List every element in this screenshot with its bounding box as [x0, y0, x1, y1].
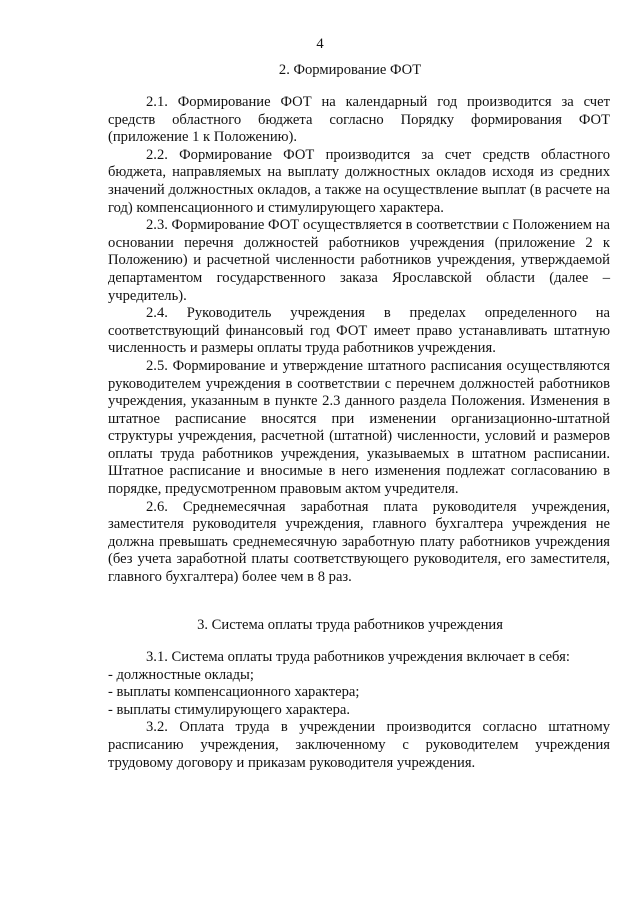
paragraph-2-1: 2.1. Формирование ФОТ на календарный год производится за счет средств областного бюджета согласно Порядку формирования ФОТ (приложение 1 к Положению).	[108, 94, 610, 146]
list-item: - выплаты компенсационного характера;	[108, 684, 360, 701]
section-3-body	[108, 649, 610, 772]
paragraph-2-3: 2.3. Формирование ФОТ осуществляется в соответствии с Положением на основании перечня должностей работников учреждения (приложение 2 к Положению) и расчетной численности работников учреждения, утверждаемой департаментом государственного заказа Ярославской области (далее – учредитель).	[108, 217, 610, 304]
paragraph-2-6: 2.6. Среднемесячная заработная плата руководителя учреждения, заместителя руководителя учреждения, главного бухгалтера учреждения не должна превышать среднемесячную заработную плату работников учреждения (без учета заработной платы соответствующего руководителя, его заместителя, главного бухгалтера) более чем в 8 раз.	[108, 498, 610, 586]
paragraph-3-1: 3.1. Система оплаты труда работников учреждения включает в себя:	[146, 649, 570, 665]
list-item: - должностные оклады;	[108, 666, 254, 683]
section-2-heading: 2. Формирование ФОТ	[278, 62, 422, 78]
section-3-heading: 3. Система оплаты труда работников учреждения	[197, 617, 503, 633]
paragraph-2-4: 2.4. Руководитель учреждения в пределах определенного на соответствующий финансовый год ФОТ имеет право устанавливать штатную численность и размеры оплаты труда работников учреждения.	[108, 305, 610, 357]
paragraph-2-2: 2.2. Формирование ФОТ производится за счет средств областного бюджета, направляемых на выплату должностных окладов исходя из средних значений должностных окладов, а также на осуществление выплат (в расчете на год) компенсационного и стимулирующего характера.	[108, 146, 610, 216]
page-number: 4	[316, 36, 324, 52]
paragraph-3-2: 3.2. Оплата труда в учреждении производится согласно штатному расписанию учреждения, заключенному с руководителем учреждения трудовому договору и приказам руководителя учреждения.	[108, 719, 610, 771]
paragraph-2-5: 2.5. Формирование и утверждение штатного расписания осуществляются руководителем учреждения в соответствии с перечнем должностей работников учреждения, указанным в пункте 2.3 данного раздела Положения. Изменения в штатное расписание вносятся при изменении организационно-штатной структуры учреждения, расчетной (штатной) численности, условий и размеров оплаты труда работников учреждения, указываемых в штатном расписании. Штатное расписание и вносимые в него изменения подлежат согласованию в порядке, предусмотренном правовым актом учредителя.	[108, 357, 610, 498]
section-2-body	[108, 94, 610, 587]
list-item: - выплаты стимулирующего характера.	[108, 701, 350, 718]
